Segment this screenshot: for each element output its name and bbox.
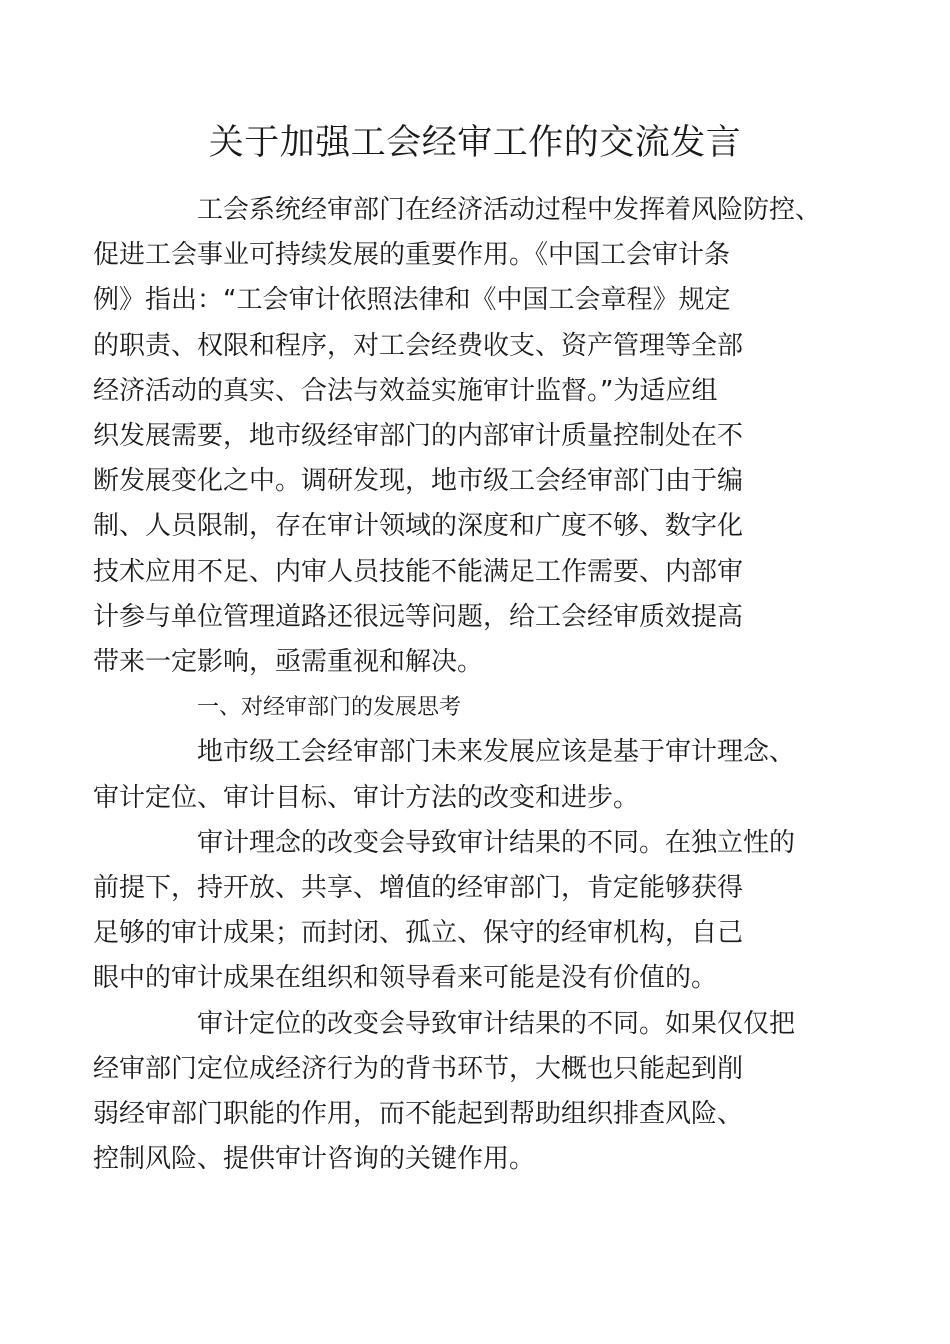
text-line: 经审部门定位成经济行为的背书环节，大概也只能起到削: [93, 1053, 744, 1084]
text-line: 技术应用不足、内审人员技能不能满足工作需要、内部审: [93, 556, 744, 587]
text-line: 例》指出：“工会审计依照法律和《中国工会章程》规定: [93, 285, 731, 316]
text-line: 经济活动的真实、合法与效益实施审计监督。”为适应组: [93, 375, 718, 406]
text-line: 控制风险、提供审计咨询的关键作用。: [93, 1144, 536, 1175]
paragraph-audit-positioning: [93, 1002, 796, 1183]
text-line: 制、人员限制，存在审计领域的深度和广度不够、数字化: [93, 511, 744, 542]
text-line: 织发展需要，地市级经审部门的内部审计质量控制处在不: [93, 421, 744, 452]
text-line: 审计定位、审计目标、审计方法的改变和进步。: [93, 782, 640, 813]
paragraph-intro: [93, 188, 822, 685]
text-line: 一、对经审部门的发展思考: [197, 695, 462, 721]
document-body: [93, 188, 822, 1182]
document-title: 关于加强工会经审工作的交流发言: [208, 123, 742, 163]
text-line: 带来一定影响，亟需重视和解决。: [93, 647, 484, 678]
text-line: 足够的审计成果；而封闭、孤立、保守的经审机构，自己: [93, 918, 744, 949]
text-line: 的职责、权限和程序，对工会经费收支、资产管理等全部: [93, 330, 744, 361]
text-line: 眼中的审计成果在组织和领导看来可能是没有价值的。: [93, 963, 718, 994]
paragraph-audit-concept: [93, 821, 796, 1002]
text-line: 地市级工会经审部门未来发展应该是基于审计理念、: [197, 737, 796, 768]
section-heading: [145, 685, 795, 730]
text-line: 审计定位的改变会导致审计结果的不同。如果仅仅把: [197, 1008, 796, 1039]
text-line: 工会系统经审部门在经济活动过程中发挥着风险防控、: [197, 195, 822, 225]
text-line: 促进工会事业可持续发展的重要作用。《中国工会审计条: [93, 240, 731, 271]
text-line: 计参与单位管理道路还很远等问题，给工会经审质效提高: [93, 601, 744, 632]
paragraph-development: [93, 730, 796, 820]
text-line: 审计理念的改变会导致审计结果的不同。在独立性的: [197, 827, 796, 858]
text-line: 前提下，持开放、共享、增值的经审部门，肯定能够获得: [93, 873, 744, 904]
text-line: 断发展变化之中。调研发现，地市级工会经审部门由于编: [93, 466, 744, 497]
text-line: 弱经审部门职能的作用，而不能起到帮助组织排查风险、: [93, 1099, 744, 1130]
